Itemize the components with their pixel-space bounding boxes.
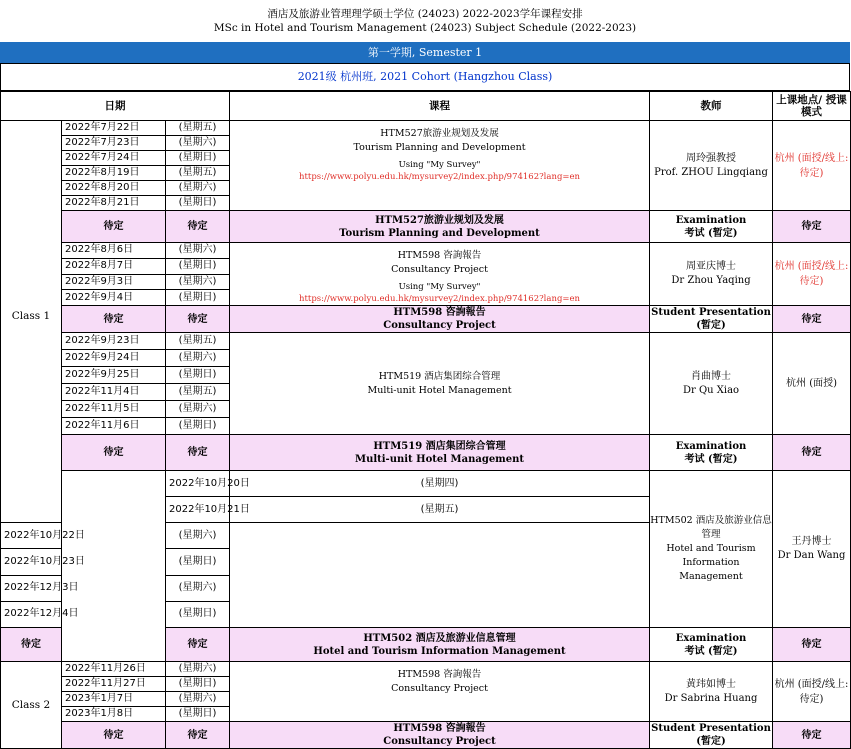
- course-name-cn: HTM519 酒店集团综合管理: [378, 370, 501, 382]
- schedule-table: [0, 91, 851, 749]
- course-cell: [230, 662, 650, 722]
- weekday-cell: (星期六): [166, 274, 230, 290]
- weekday-cell: (星期五): [166, 166, 230, 181]
- class-1-cell: [1, 121, 62, 523]
- date-cell: 2022年8月6日: [62, 243, 166, 259]
- class-1-label: Class 1: [11, 309, 51, 322]
- date-cell: 2023年1月8日: [62, 707, 166, 722]
- table-row: [1, 333, 851, 350]
- weekday-cell: (星期日): [166, 601, 230, 627]
- weekday-cell: (星期日): [166, 196, 230, 211]
- exam-type-cell: [650, 306, 773, 333]
- date-cell: 2022年12月4日: [1, 601, 62, 627]
- weekday-cell: (星期六): [166, 243, 230, 259]
- course-name-en: Multi-unit Hotel Management: [367, 384, 512, 396]
- exam-location-tbd: 待定: [773, 435, 851, 471]
- date-cell: 2022年9月3日: [62, 274, 166, 290]
- weekday-cell: (星期六): [166, 136, 230, 151]
- survey-link[interactable]: https://www.polyu.edu.hk/mysurvey2/index.php/974162?lang=en: [299, 172, 581, 182]
- col-header-course: 课程: [230, 92, 650, 121]
- teacher-name-en: Dr Dan Wang: [777, 550, 846, 561]
- date-cell: 2022年9月23日: [62, 333, 166, 350]
- teacher-cell: [773, 471, 851, 628]
- weekday-cell: (星期日): [166, 707, 230, 722]
- date-cell: 2022年8月20日: [62, 181, 166, 196]
- course-name-cn: HTM502 酒店及旅游业信息管理: [650, 515, 772, 540]
- teacher-name-en: Dr Qu Xiao: [682, 384, 740, 396]
- table-row: [1, 243, 851, 259]
- course-name-cn: HTM527旅游业规划及发展: [380, 128, 499, 139]
- exam-type-en: Student Presentation: [651, 307, 771, 318]
- exam-type-en: Examination: [675, 440, 747, 452]
- weekday-cell: (星期六): [166, 662, 230, 677]
- exam-type-cell: [650, 435, 773, 471]
- exam-course-cell: [230, 306, 650, 333]
- title-chinese: 酒店及旅游业管理理学硕士学位 (24023) 2022-2023学年课程安排: [267, 8, 583, 20]
- exam-type-cn: 考试 (暂定): [684, 453, 738, 465]
- weekday-cell: (星期日): [166, 367, 230, 384]
- date-cell: 2022年11月26日: [62, 662, 166, 677]
- exam-date-tbd: 待定: [62, 435, 166, 471]
- exam-type-en: Examination: [675, 214, 747, 226]
- exam-type-cn: (暂定): [696, 736, 726, 747]
- date-cell: 2022年10月20日: [166, 471, 230, 497]
- exam-date-tbd: 待定: [62, 211, 166, 243]
- exam-time-tbd: 待定: [166, 306, 230, 333]
- exam-type-cn: (暂定): [696, 320, 726, 331]
- exam-type-cell: [650, 211, 773, 243]
- location-cell: 杭州 (面授/线上: 待定): [773, 243, 851, 306]
- course-cell: [230, 121, 650, 211]
- teacher-name-cn: 周玲强教授: [686, 152, 737, 164]
- weekday-cell: (星期日): [166, 258, 230, 274]
- date-cell: 2022年8月7日: [62, 258, 166, 274]
- weekday-cell: (星期六): [166, 181, 230, 196]
- teacher-name-cn: 黄玮如博士: [686, 678, 737, 690]
- exam-location-tbd: 待定: [773, 211, 851, 243]
- exam-row: [1, 722, 851, 749]
- exam-date-tbd: 待定: [62, 306, 166, 333]
- survey-link[interactable]: https://www.polyu.edu.hk/mysurvey2/index.php/974162?lang=en: [299, 294, 581, 304]
- exam-row: [1, 306, 851, 333]
- date-cell: 2022年11月5日: [62, 401, 166, 418]
- exam-type-cn: 考试 (暂定): [684, 645, 738, 657]
- date-cell: 2022年11月27日: [62, 677, 166, 692]
- exam-course-cn: HTM598 咨詢報告: [393, 723, 486, 734]
- exam-location-tbd: 待定: [773, 628, 851, 662]
- table-row: [1, 662, 851, 677]
- teacher-cell: [650, 243, 773, 306]
- exam-course-cn: HTM502 酒店及旅游业信息管理: [363, 632, 516, 644]
- teacher-name-en: Dr Sabrina Huang: [664, 692, 758, 704]
- exam-course-en: Consultancy Project: [383, 736, 496, 747]
- date-cell: 2022年10月22日: [1, 523, 62, 549]
- weekday-cell: (星期五): [166, 333, 230, 350]
- col-header-teacher: 教师: [650, 92, 773, 121]
- course-name-en: Hotel and Tourism Information Management: [666, 543, 756, 582]
- exam-course-cell: [230, 435, 650, 471]
- teacher-name-cn: 周亚庆博士: [686, 261, 737, 272]
- exam-time-tbd: 待定: [166, 722, 230, 749]
- survey-note: Using "My Survey": [398, 160, 481, 170]
- course-cell: [230, 243, 650, 306]
- table-row: [1, 471, 851, 497]
- date-cell: 2022年8月19日: [62, 166, 166, 181]
- exam-course-cn: HTM598 咨詢報告: [393, 307, 486, 318]
- date-cell: 2022年8月21日: [62, 196, 166, 211]
- date-cell: 2022年7月22日: [62, 121, 166, 136]
- date-cell: 2022年9月24日: [62, 350, 166, 367]
- teacher-name-en: Prof. ZHOU Lingqiang: [654, 166, 768, 178]
- date-cell: 2022年9月25日: [62, 367, 166, 384]
- teacher-cell: [650, 333, 773, 435]
- date-cell: 2022年10月23日: [1, 549, 62, 575]
- course-cell: [650, 471, 773, 628]
- exam-type-cell: [650, 722, 773, 749]
- weekday-cell: (星期日): [166, 290, 230, 306]
- exam-time-tbd: 待定: [166, 435, 230, 471]
- date-cell: 2022年11月4日: [62, 384, 166, 401]
- weekday-cell: (星期五): [230, 497, 650, 523]
- exam-course-cell: [230, 722, 650, 749]
- cohort-banner: 2021级 杭州班, 2021 Cohort (Hangzhou Class): [0, 63, 850, 91]
- class-2-cell: [1, 662, 62, 749]
- teacher-cell: [650, 662, 773, 722]
- date-cell: 2022年10月21日: [166, 497, 230, 523]
- date-cell: 2023年1月7日: [62, 692, 166, 707]
- date-cell: 2022年7月24日: [62, 151, 166, 166]
- exam-location-tbd: 待定: [773, 722, 851, 749]
- class-2-label: Class 2: [11, 699, 51, 711]
- exam-location-tbd: 待定: [773, 306, 851, 333]
- weekday-cell: (星期六): [166, 401, 230, 418]
- course-name-cn: HTM598 咨詢報告: [397, 669, 482, 680]
- date-cell: 2022年7月23日: [62, 136, 166, 151]
- exam-row: [1, 435, 851, 471]
- exam-course-en: Consultancy Project: [383, 320, 496, 331]
- exam-course-cell: [230, 628, 650, 662]
- teacher-cell: [650, 121, 773, 211]
- table-row: [1, 121, 851, 136]
- semester-banner: 第一学期, Semester 1: [0, 42, 850, 63]
- teacher-name-cn: 肖曲博士: [691, 370, 732, 382]
- weekday-cell: (星期五): [166, 384, 230, 401]
- exam-course-cn: HTM519 酒店集团综合管理: [373, 440, 506, 452]
- date-cell: 2022年9月4日: [62, 290, 166, 306]
- date-cell: 2022年12月3日: [1, 575, 62, 601]
- location-cell: 杭州 (面授): [773, 333, 851, 435]
- weekday-cell: (星期六): [166, 575, 230, 601]
- weekday-cell: (星期六): [166, 350, 230, 367]
- exam-course-en: Hotel and Tourism Information Management: [313, 645, 566, 657]
- date-cell: 2022年11月6日: [62, 418, 166, 435]
- exam-course-en: Multi-unit Hotel Management: [355, 453, 525, 465]
- weekday-cell: (星期日): [166, 549, 230, 575]
- course-name-en: Tourism Planning and Development: [353, 142, 526, 153]
- location-cell: 杭州 (面授/线上: 待定): [773, 662, 851, 722]
- exam-row: [1, 211, 851, 243]
- exam-course-en: Tourism Planning and Development: [339, 227, 540, 239]
- course-name-cn: HTM598 咨詢報告: [397, 250, 482, 261]
- survey-note: Using "My Survey": [398, 282, 481, 292]
- course-name-en: Consultancy Project: [391, 264, 488, 275]
- exam-time-tbd: 待定: [166, 628, 230, 662]
- exam-course-cn: HTM527旅游业规划及发展: [375, 214, 504, 226]
- weekday-cell: (星期日): [166, 151, 230, 166]
- location-cell: 杭州 (面授/线上: 待定): [773, 121, 851, 211]
- teacher-name-cn: 王丹博士: [791, 536, 832, 547]
- exam-date-tbd: 待定: [62, 722, 166, 749]
- weekday-cell: (星期六): [166, 523, 230, 549]
- document-title: [0, 0, 850, 42]
- weekday-cell: (星期五): [166, 121, 230, 136]
- weekday-cell: (星期四): [230, 471, 650, 497]
- exam-type-en: Examination: [675, 632, 747, 644]
- exam-type-en: Student Presentation: [651, 723, 771, 734]
- weekday-cell: (星期日): [166, 418, 230, 435]
- table-header-row: [1, 92, 851, 121]
- title-english: MSc in Hotel and Tourism Management (24023) Subject Schedule (2022-2023): [213, 22, 637, 34]
- teacher-name-en: Dr Zhou Yaqing: [671, 275, 751, 286]
- exam-type-cn: 考试 (暂定): [684, 227, 738, 239]
- exam-date-tbd: 待定: [1, 628, 62, 662]
- weekday-cell: (星期六): [166, 692, 230, 707]
- exam-type-cell: [650, 628, 773, 662]
- exam-time-tbd: 待定: [166, 211, 230, 243]
- col-header-date: 日期: [1, 92, 230, 121]
- exam-course-cell: [230, 211, 650, 243]
- col-header-location: 上课地点/ 授课模式: [773, 92, 851, 121]
- course-cell: [230, 333, 650, 435]
- weekday-cell: (星期日): [166, 677, 230, 692]
- course-name-en: Consultancy Project: [391, 683, 488, 694]
